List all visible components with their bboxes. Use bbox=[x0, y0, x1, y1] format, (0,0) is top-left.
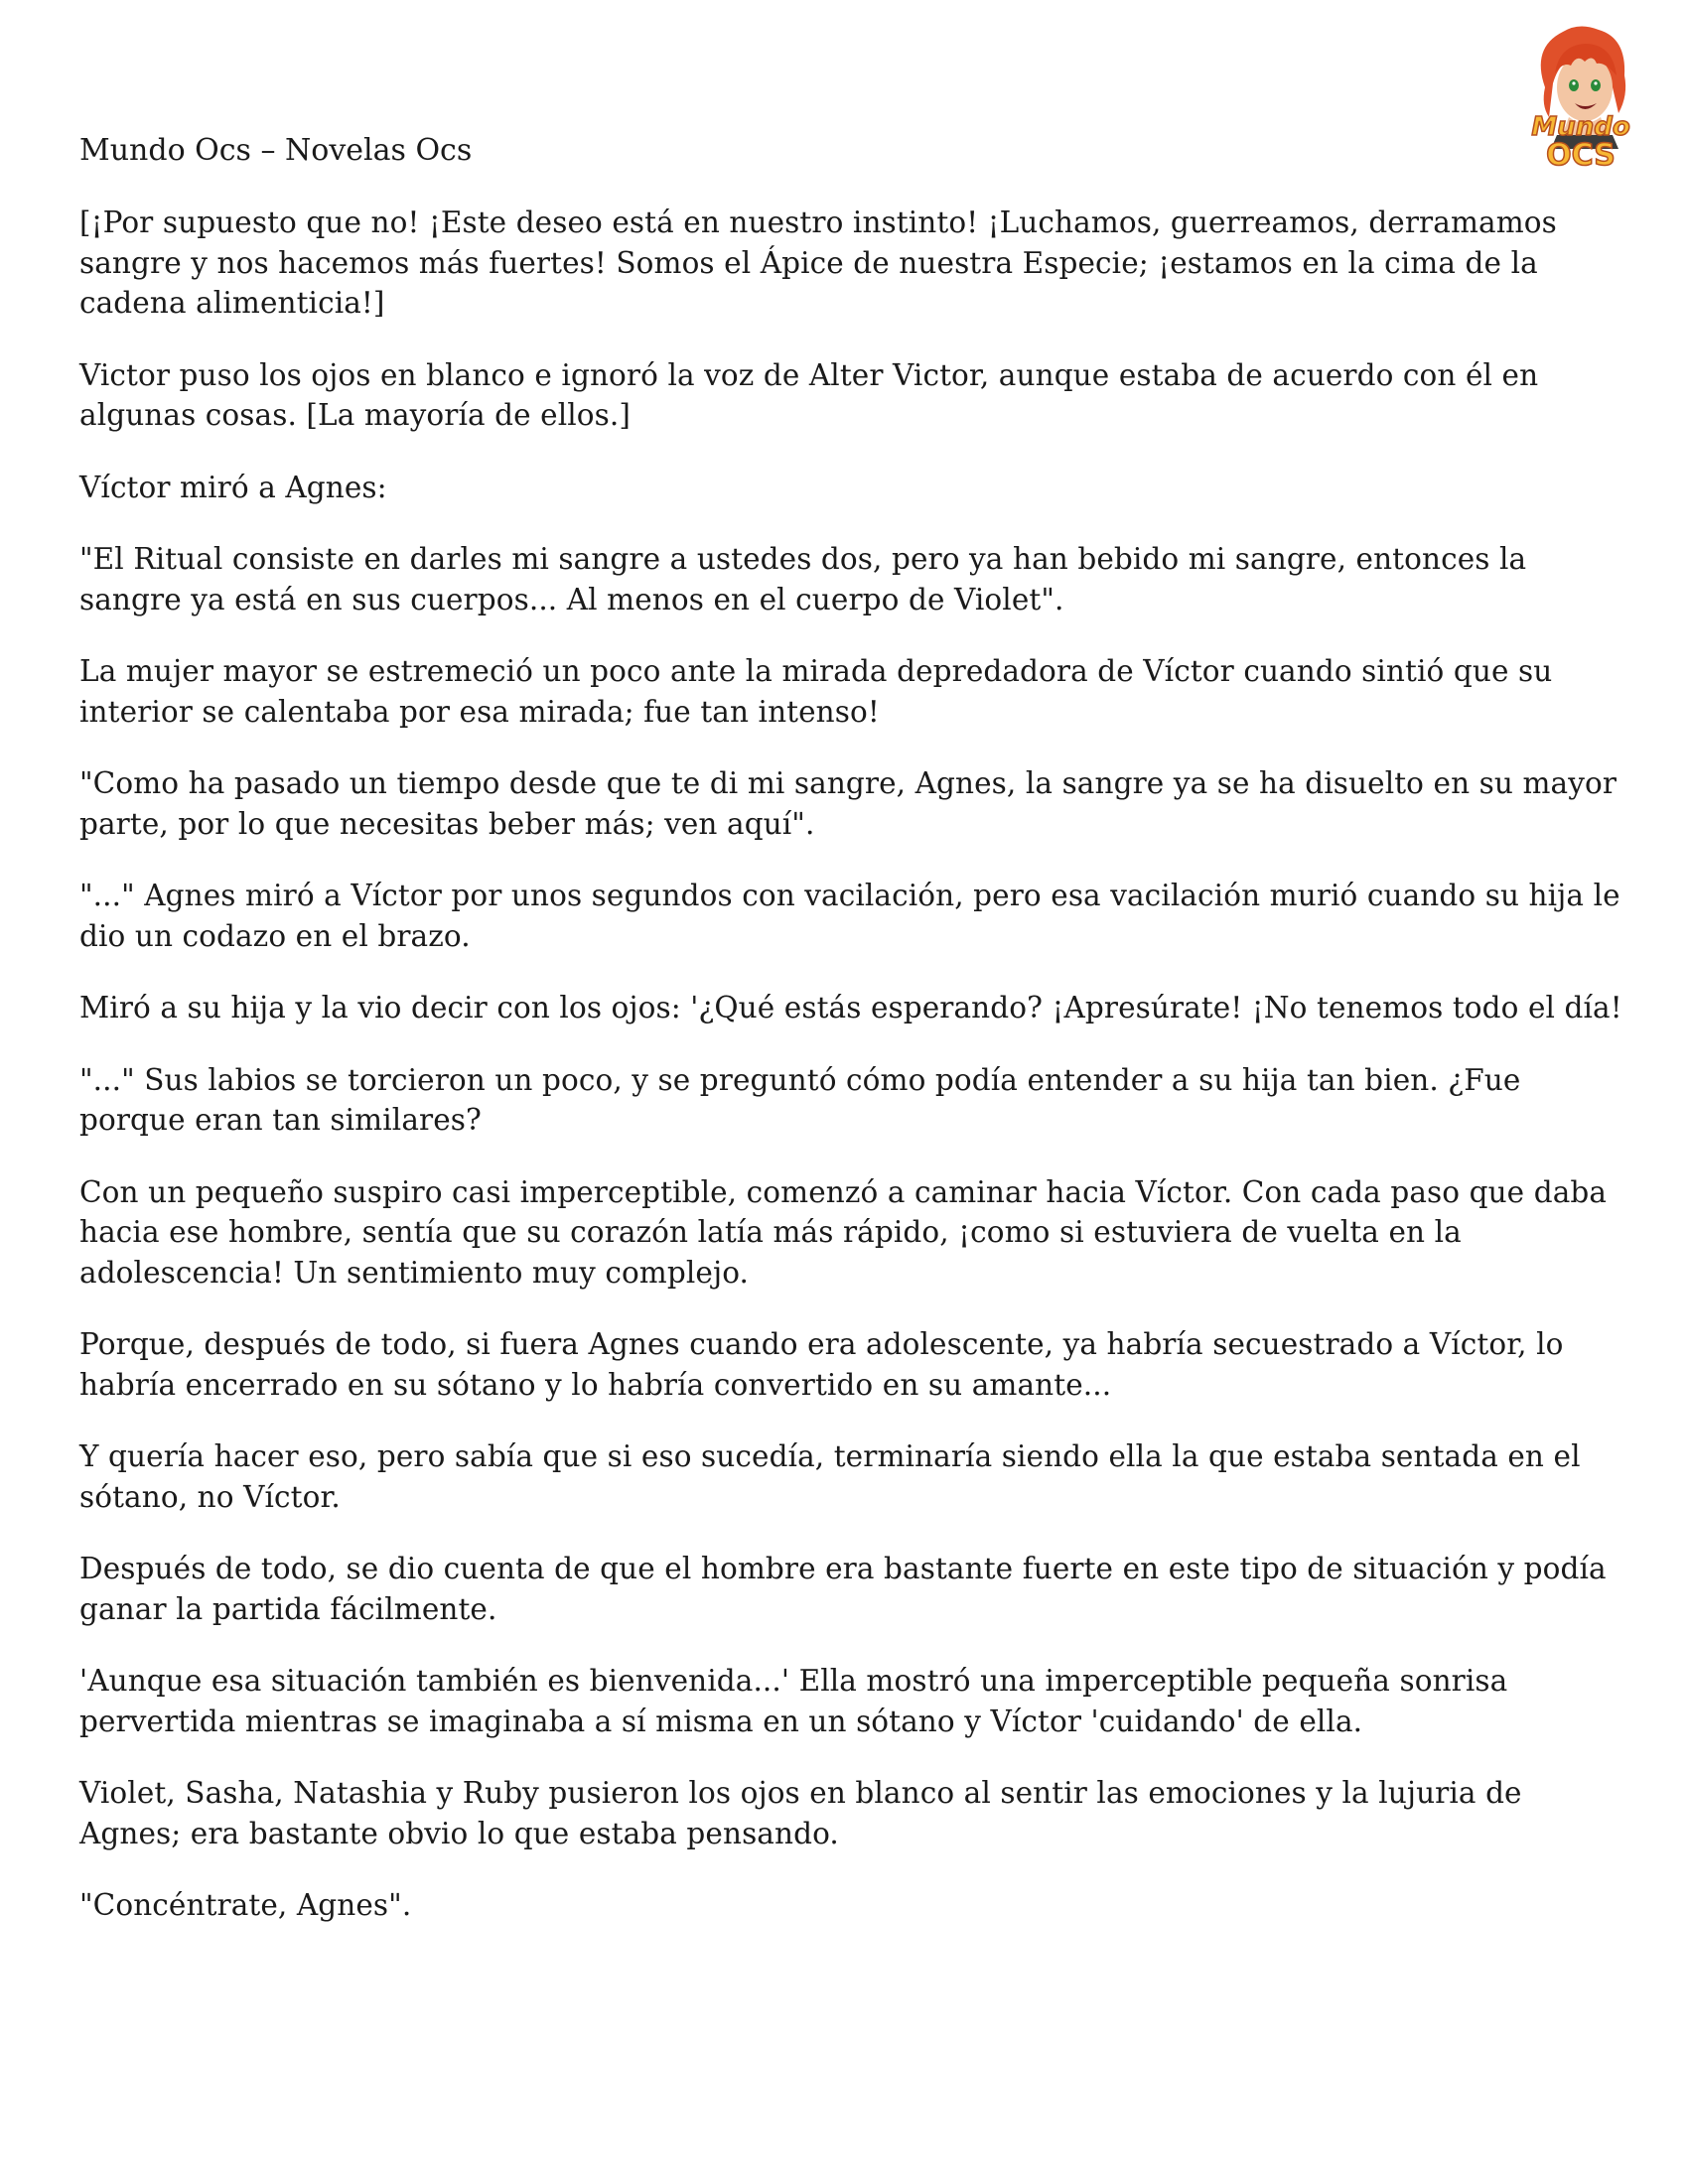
mundo-ocs-logo bbox=[1501, 18, 1660, 177]
paragraph: Con un pequeño suspiro casi imperceptible, comenzó a caminar hacia Víctor. Con cada paso que daba hacia ese hombre, sentía que su corazón latía más rápido, ¡como si estuviera de vuelta en la adolescencia! Un sentimiento muy complejo. bbox=[79, 1174, 1608, 1290]
paragraph: "El Ritual consiste en darles mi sangre a ustedes dos, pero ya han bebido mi sangre, entonces la sangre ya está en sus cuerpos... Al menos en el cuerpo de Violet". bbox=[79, 542, 1527, 616]
paragraph: La mujer mayor se estremeció un poco ante la mirada depredadora de Víctor cuando sintió que su interior se calentaba por esa mirada; fue tan intenso! bbox=[79, 654, 1553, 729]
paragraph: "..." Agnes miró a Víctor por unos segundos con vacilación, pero esa vacilación murió cuando su hija le dio un codazo en el brazo. bbox=[79, 879, 1620, 953]
logo-text-line2: OCS bbox=[1546, 138, 1616, 173]
paragraph: Y quería hacer eso, pero sabía que si eso sucedía, terminaría siendo ella la que estaba sentada en el sótano, no Víctor. bbox=[79, 1439, 1581, 1514]
paragraph: "..." Sus labios se torcieron un poco, y se preguntó cómo podía entender a su hija tan bien. ¿Fue porque eran tan similares? bbox=[79, 1062, 1521, 1137]
paragraph: Víctor miró a Agnes: bbox=[79, 470, 387, 504]
paragraph: [¡Por supuesto que no! ¡Este deseo está en nuestro instinto! ¡Luchamos, guerreamos, derramamos sangre y nos hacemos más fuertes! Somos el Ápice de nuestra Especie; ¡estamos en la cima de la cadena alimenticia!] bbox=[79, 205, 1557, 320]
document-body bbox=[79, 203, 1628, 1958]
paragraph: "Concéntrate, Agnes". bbox=[79, 1888, 412, 1922]
anime-character-logo-icon bbox=[1501, 18, 1660, 177]
paragraph: Victor puso los ojos en blanco e ignoró la voz de Alter Victor, aunque estaba de acuerdo con él en algunas cosas. [La mayoría de ellos.] bbox=[79, 357, 1539, 432]
paragraph: "Como ha pasado un tiempo desde que te di mi sangre, Agnes, la sangre ya se ha disuelto en su mayor parte, por lo que necesitas beber más; ven aquí". bbox=[79, 766, 1618, 841]
paragraph: Violet, Sasha, Natashia y Ruby pusieron los ojos en blanco al sentir las emociones y la lujuria de Agnes; era bastante obvio lo que estaba pensando. bbox=[79, 1776, 1522, 1850]
logo-text-line1: Mundo bbox=[1531, 112, 1630, 142]
paragraph: 'Aunque esa situación también es bienvenida...' Ella mostró una imperceptible pequeña sonrisa pervertida mientras se imaginaba a sí misma en un sótano y Víctor 'cuidando' de ella. bbox=[79, 1664, 1508, 1738]
page-header-title: Mundo Ocs – Novelas Ocs bbox=[79, 133, 473, 168]
paragraph: Después de todo, se dio cuenta de que el hombre era bastante fuerte en este tipo de situación y podía ganar la partida fácilmente. bbox=[79, 1552, 1607, 1626]
paragraph: Porque, después de todo, si fuera Agnes cuando era adolescente, ya habría secuestrado a Víctor, lo habría encerrado en su sótano y lo habría convertido en su amante... bbox=[79, 1327, 1564, 1402]
paragraph: Miró a su hija y la vio decir con los ojos: '¿Qué estás esperando? ¡Apresúrate! ¡No tenemos todo el día! bbox=[79, 991, 1622, 1024]
